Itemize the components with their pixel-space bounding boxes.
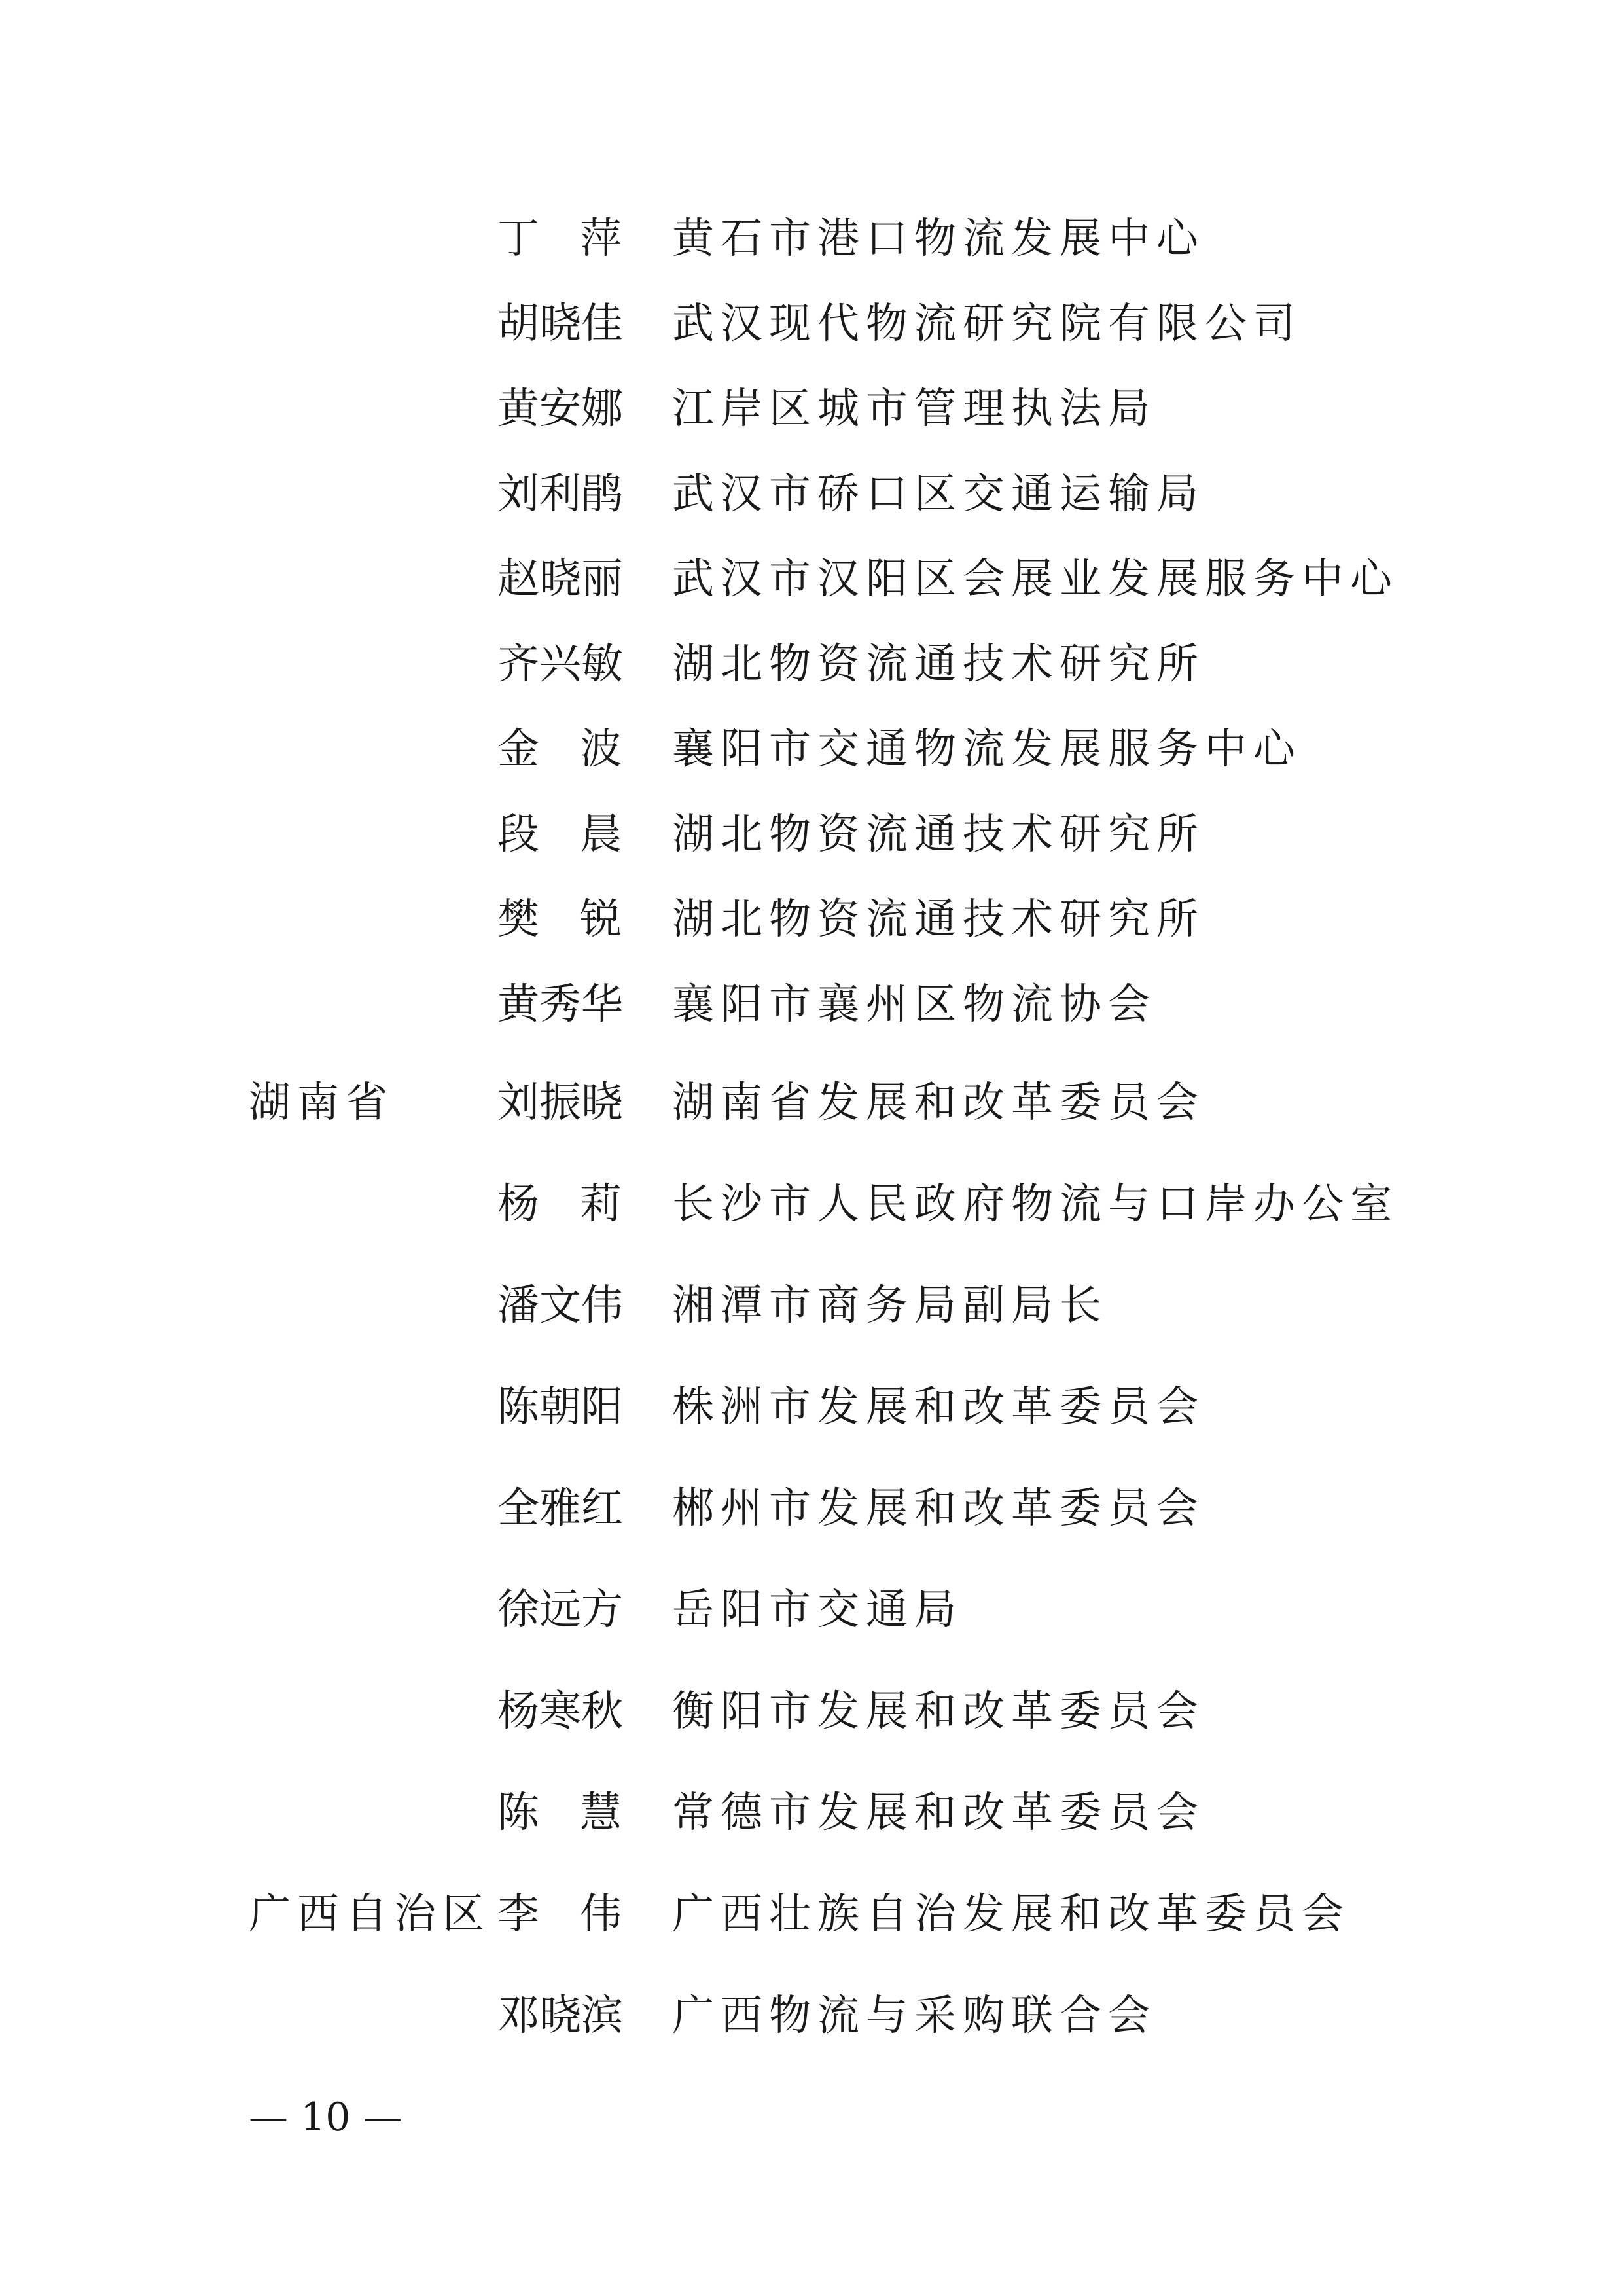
person-name: 段 晨: [497, 810, 622, 859]
organization-name: 广西物流与采购联合会: [672, 1992, 1156, 2040]
organization-name: 湘潭市商务局副局长: [672, 1282, 1108, 1330]
list-item: [0, 1986, 1623, 2045]
list-item: [0, 890, 1623, 949]
organization-name: 湖北物资流通技术研究所: [672, 640, 1205, 689]
organization-name: 湖北物资流通技术研究所: [672, 895, 1205, 944]
person-name: 陈 慧: [497, 1789, 622, 1837]
person-name: 邓 晓 滨: [497, 1992, 623, 2040]
person-name: 樊 锐: [497, 895, 622, 944]
person-name: 黄 秀 华: [497, 980, 623, 1029]
organization-name: 武汉市汉阳区会展业发展服务中心: [672, 555, 1399, 603]
person-name: 全 雅 红: [497, 1484, 623, 1533]
list-item: [0, 209, 1623, 268]
list-item: [0, 1073, 1623, 1132]
organization-name: 武汉市硚口区交通运输局: [672, 470, 1205, 518]
organization-name: 长沙市人民政府物流与口岸办公室: [672, 1180, 1399, 1229]
list-item: [0, 1682, 1623, 1741]
organization-name: 襄阳市襄州区物流协会: [672, 980, 1156, 1029]
region-label: 广西自治区: [249, 1890, 491, 1939]
list-item: [0, 295, 1623, 353]
person-name: 黄 安 娜: [497, 385, 623, 433]
list-item: [0, 465, 1623, 524]
organization-name: 衡阳市发展和改革委员会: [672, 1687, 1205, 1736]
person-name: 刘 利 鹃: [497, 470, 623, 518]
person-name: 胡 晓 佳: [497, 300, 623, 348]
person-name: 赵 晓 丽: [497, 555, 623, 603]
region-label: 湖南省: [249, 1079, 394, 1127]
organization-name: 江岸区城市管理执法局: [672, 385, 1156, 433]
list-item: [0, 1479, 1623, 1538]
person-name: 徐 远 方: [497, 1586, 623, 1634]
list-item: [0, 1175, 1623, 1234]
organization-name: 襄阳市交通物流发展服务中心: [672, 725, 1302, 774]
person-name: 齐 兴 敏: [497, 640, 623, 689]
organization-name: 郴州市发展和改革委员会: [672, 1484, 1205, 1533]
list-item: [0, 1885, 1623, 1944]
list-item: [0, 975, 1623, 1034]
organization-name: 湖北物资流通技术研究所: [672, 810, 1205, 859]
organization-name: 株洲市发展和改革委员会: [672, 1383, 1205, 1431]
organization-name: 常德市发展和改革委员会: [672, 1789, 1205, 1837]
list-item: [0, 550, 1623, 609]
person-name: 丁 萍: [497, 215, 622, 263]
person-name: 陈 朝 阳: [497, 1383, 623, 1431]
organization-name: 湖南省发展和改革委员会: [672, 1079, 1205, 1127]
person-name: 潘 文 伟: [497, 1282, 623, 1330]
person-name: 杨 寒 秋: [497, 1687, 623, 1736]
list-item: [0, 1378, 1623, 1437]
person-name: 刘 振 晓: [497, 1079, 623, 1127]
organization-name: 武汉现代物流研究院有限公司: [672, 300, 1302, 348]
list-item: [0, 1581, 1623, 1640]
list-item: [0, 1276, 1623, 1335]
person-name: 杨 莉: [497, 1180, 622, 1229]
person-name: 金 波: [497, 725, 622, 774]
organization-name: 黄石市港口物流发展中心: [672, 215, 1205, 263]
organization-name: 广西壮族自治发展和改革委员会: [672, 1890, 1350, 1939]
list-item: [0, 720, 1623, 779]
list-item: [0, 635, 1623, 694]
list-item: [0, 1784, 1623, 1842]
list-item: [0, 380, 1623, 439]
list-item: [0, 805, 1623, 864]
page-number: — 10 —: [249, 2094, 402, 2140]
organization-name: 岳阳市交通局: [672, 1586, 963, 1634]
person-name: 李 伟: [497, 1890, 622, 1939]
